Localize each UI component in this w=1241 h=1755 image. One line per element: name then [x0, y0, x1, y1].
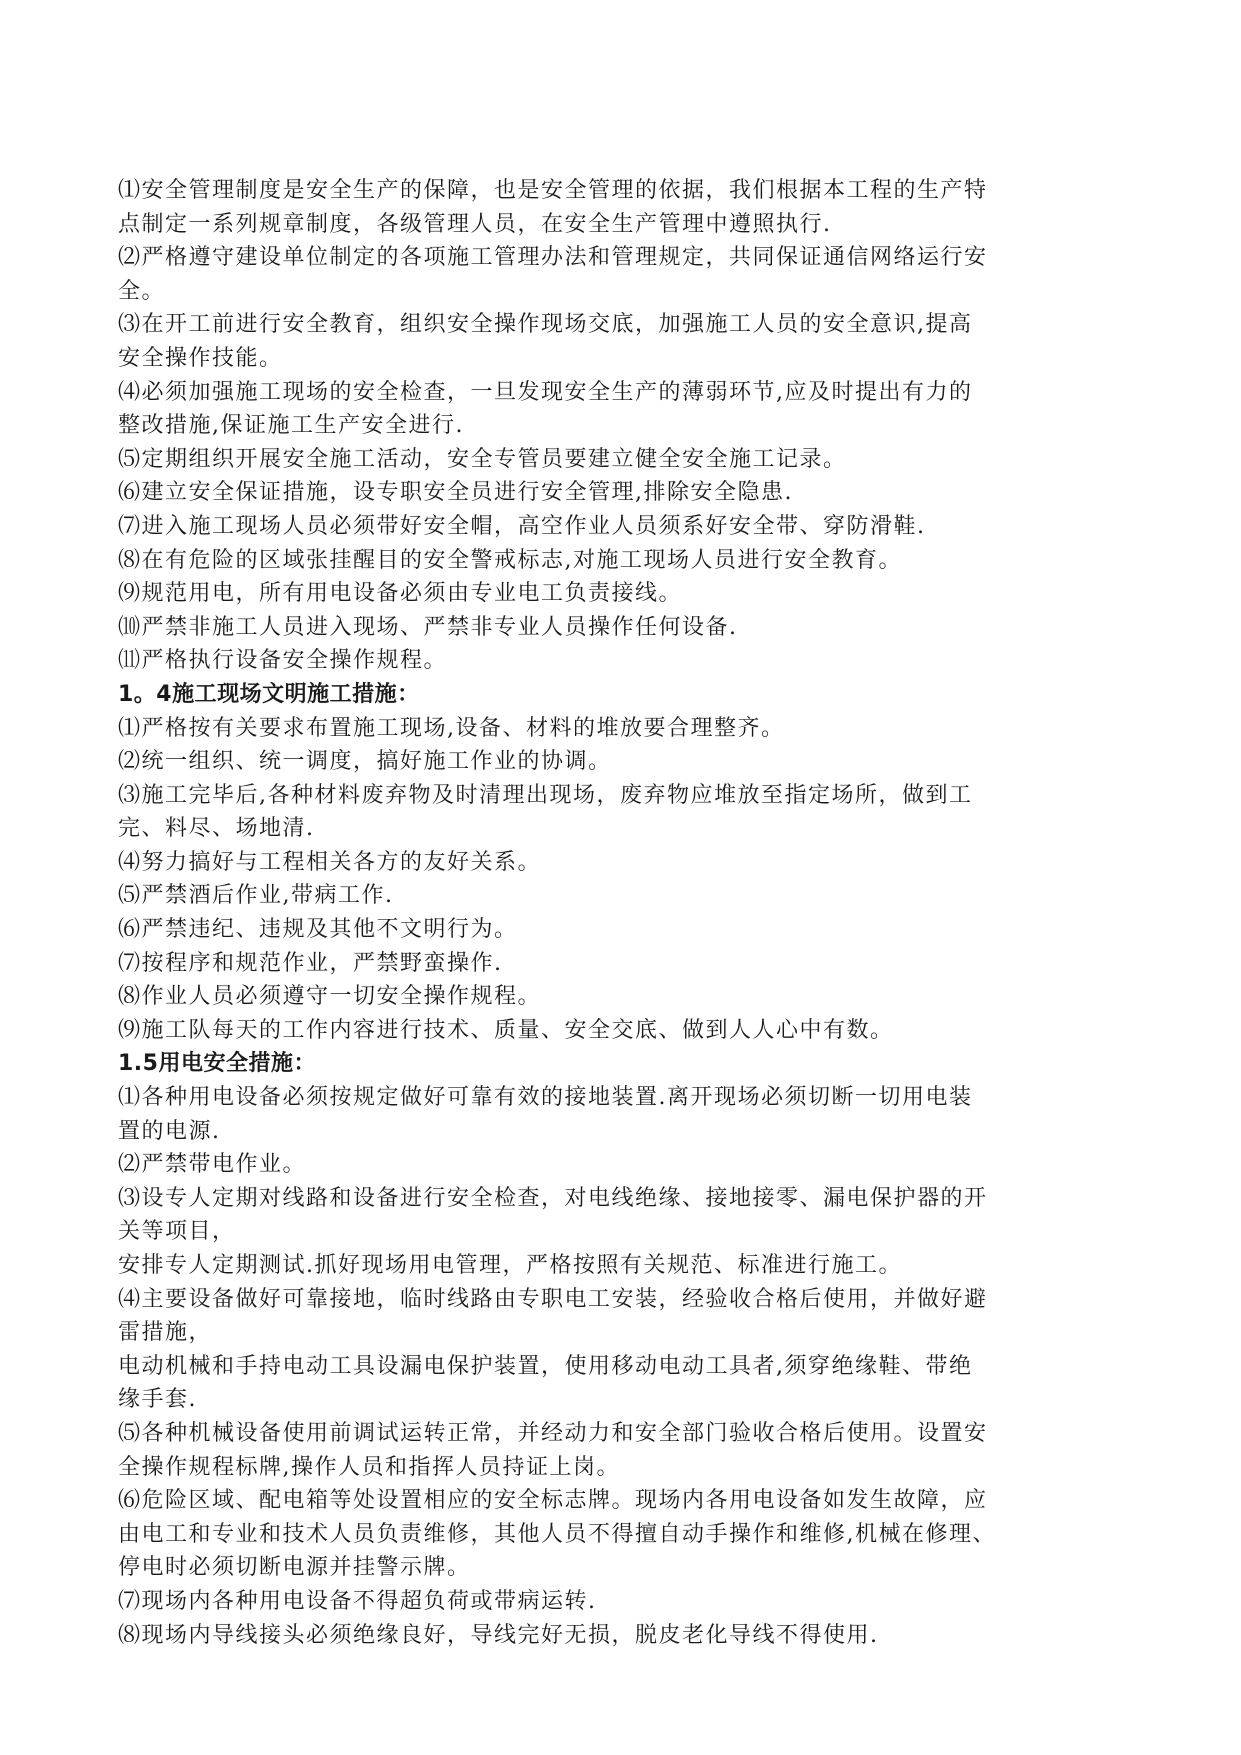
section-heading: 1.5用电安全措施：	[118, 1051, 316, 1077]
paragraph-line: ⑻现场内导线接头必须绝缘良好，导线完好无损，脱皮老化导线不得使用.	[118, 1622, 879, 1648]
paragraph-line: ⑺按程序和规范作业，严禁野蛮操作.	[118, 950, 503, 976]
paragraph-line: ⑹严禁违纪、违规及其他不文明行为。	[118, 917, 518, 943]
paragraph-line: ⑶设专人定期对线路和设备进行安全检查，对电线绝缘、接地接零、漏电保护器的开	[118, 1185, 988, 1211]
paragraph-line: 电动机械和手持电动工具设漏电保护装置，使用移动电动工具者,须穿绝缘鞋、带绝	[118, 1353, 973, 1379]
paragraph-line: ⑵严格遵守建设单位制定的各项施工管理办法和管理规定，共同保证通信网络运行安	[118, 245, 988, 271]
paragraph-line: 缘手套.	[118, 1387, 197, 1413]
paragraph-line: ⑷努力搞好与工程相关各方的友好关系。	[118, 849, 542, 875]
paragraph-line: ⑶在开工前进行安全教育，组织安全操作现场交底，加强施工人员的安全意识,提高	[118, 312, 973, 338]
paragraph-line: ⑴各种用电设备必须按规定做好可靠有效的接地装置.离开现场必须切断一切用电装	[118, 1085, 973, 1111]
paragraph-line: ⑽严禁非施工人员进入现场、严禁非专业人员操作任何设备.	[118, 614, 738, 640]
paragraph-line: ⑺现场内各种用电设备不得超负荷或带病运转.	[118, 1588, 597, 1614]
paragraph-line: 安排专人定期测试.抓好现场用电管理，严格按照有关规范、标准进行施工。	[118, 1253, 902, 1278]
paragraph-line: 完、料尽、场地清.	[118, 816, 315, 842]
paragraph-line: 雷措施，	[118, 1320, 213, 1346]
paragraph-line: 全操作规程标牌,操作人员和指挥人员持证上岗。	[118, 1454, 620, 1480]
paragraph-line: ⑵严禁带电作业。	[118, 1152, 307, 1178]
paragraph-line: ⑻作业人员必须遵守一切安全操作规程。	[118, 984, 542, 1010]
paragraph-line: ⑴安全管理制度是安全生产的保障，也是安全管理的依据，我们根据本工程的生产特	[118, 178, 988, 203]
paragraph-line: ⑸严禁酒后作业,带病工作.	[118, 883, 394, 909]
paragraph-line: ⑵统一组织、统一调度，搞好施工作业的协调。	[118, 749, 612, 775]
paragraph-line: ⑺进入施工现场人员必须带好安全帽，高空作业人员须系好安全带、穿防滑鞋.	[118, 513, 926, 539]
paragraph-line: 关等项目，	[118, 1219, 236, 1245]
document-page	[118, 174, 1128, 1652]
paragraph-line: 停电时必须切断电源并挂警示牌。	[118, 1555, 471, 1581]
paragraph-line: 由电工和专业和技术人员负责维修，其他人员不得擅自动手操作和维修,机械在修理、	[118, 1521, 996, 1547]
paragraph-line: 整改措施,保证施工生产安全进行.	[118, 413, 464, 439]
paragraph-line: ⑻在有危险的区域张挂醒目的安全警戒标志,对施工现场人员进行安全教育。	[118, 547, 902, 573]
paragraph-line: ⑷必须加强施工现场的安全检查，一旦发现安全生产的薄弱环节,应及时提出有力的	[118, 379, 973, 405]
paragraph-line: 点制定一系列规章制度，各级管理人员，在安全生产管理中遵照执行.	[118, 211, 832, 237]
paragraph-line: 全。	[118, 278, 166, 304]
section-heading: 1。4施工现场文明施工措施：	[118, 681, 420, 707]
paragraph-line: ⑷主要设备做好可靠接地，临时线路由专职电工安装，经验收合格后使用，并做好避	[118, 1286, 988, 1312]
paragraph-line: ⑼规范用电，所有用电设备必须由专业电工负责接线。	[118, 581, 683, 607]
paragraph-line: ⑼施工队每天的工作内容进行技术、质量、安全交底、做到人人心中有数。	[118, 1017, 894, 1043]
paragraph-line: ⑾严格执行设备安全操作规程。	[118, 648, 448, 674]
paragraph-line: ⑹建立安全保证措施，设专职安全员进行安全管理,排除安全隐患.	[118, 480, 793, 506]
paragraph-line: 安全操作技能。	[118, 345, 283, 371]
paragraph-line: ⑸定期组织开展安全施工活动，安全专管员要建立健全安全施工记录。	[118, 446, 847, 472]
paragraph-line: ⑶施工完毕后,各种材料废弃物及时清理出现场，废弃物应堆放至指定场所，做到工	[118, 782, 973, 808]
paragraph-line: ⑹危险区域、配电箱等处设置相应的安全标志牌。现场内各用电设备如发生故障，应	[118, 1488, 988, 1514]
paragraph-line: 置的电源.	[118, 1118, 221, 1144]
paragraph-line: ⑸各种机械设备使用前调试运转正常，并经动力和安全部门验收合格后使用。设置安	[118, 1420, 988, 1446]
paragraph-line: ⑴严格按有关要求布置施工现场,设备、材料的堆放要合理整齐。	[118, 715, 785, 741]
